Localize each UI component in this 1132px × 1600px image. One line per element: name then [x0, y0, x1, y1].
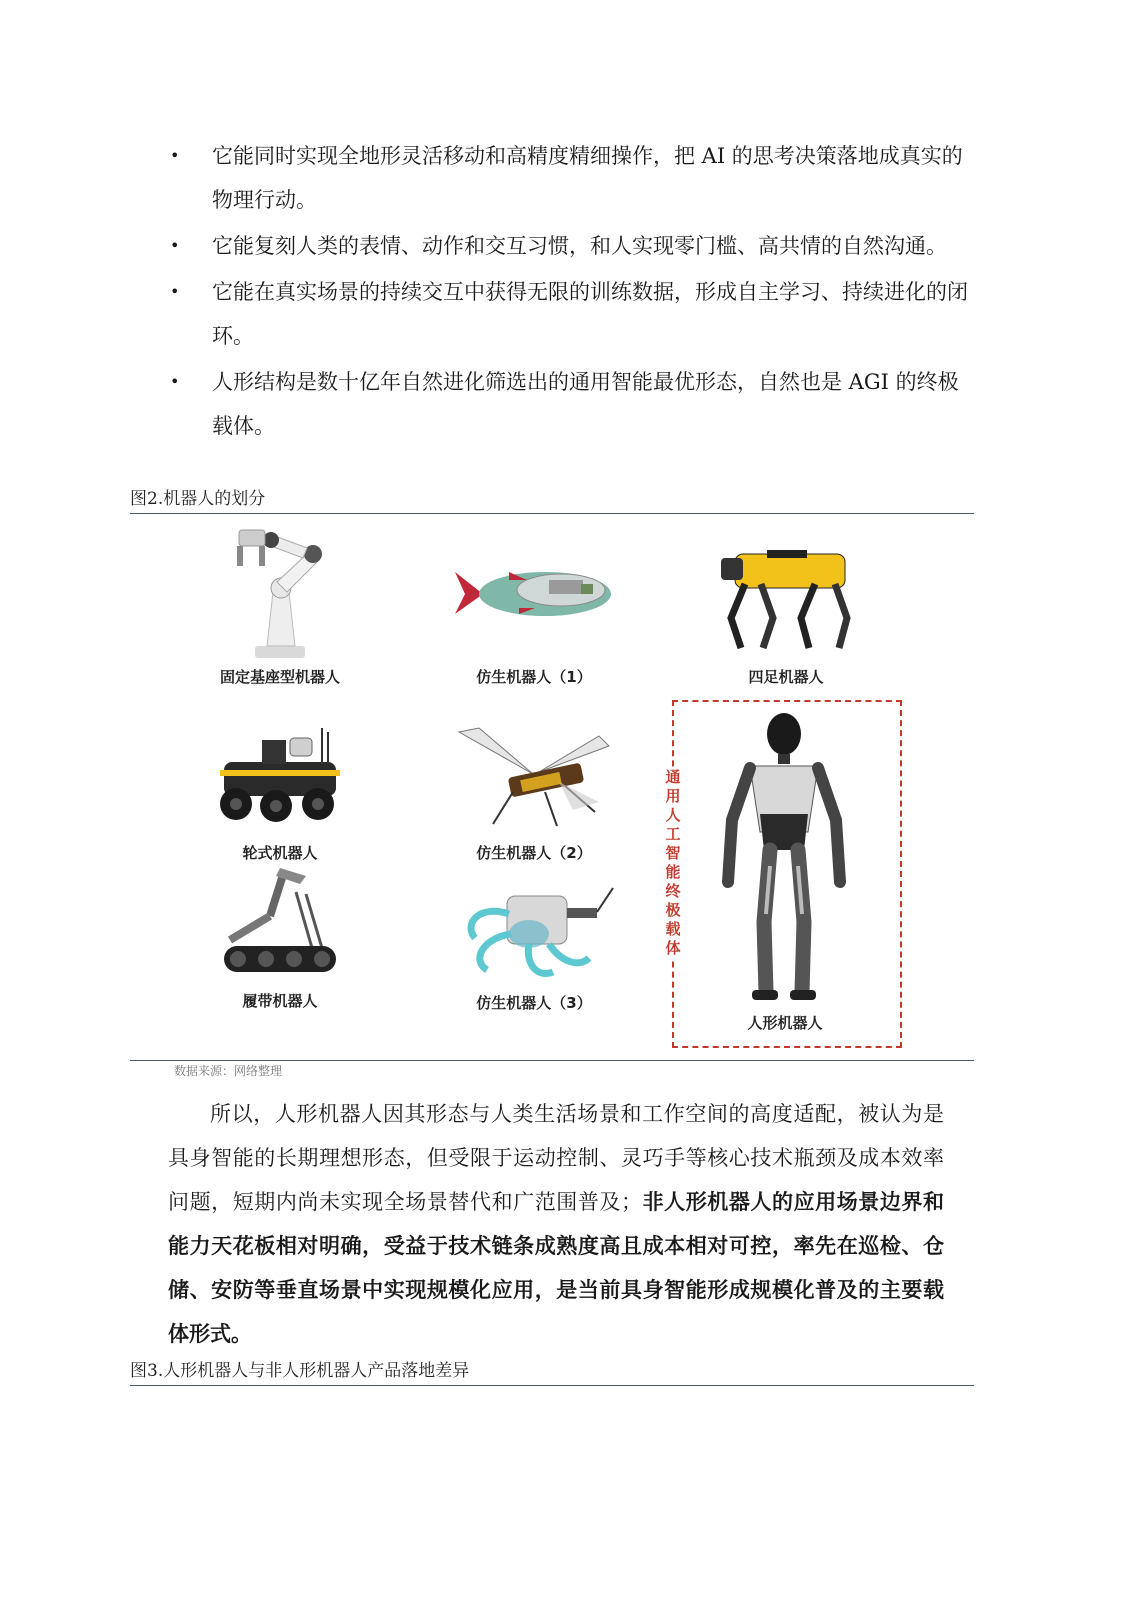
figure-cell-wheeled [160, 720, 400, 863]
body-paragraph [168, 1092, 944, 1356]
figure-cell-bionic2 [414, 720, 654, 863]
soft-robot-icon [449, 874, 619, 986]
figure-label-tracked: 履带机器人 [242, 992, 318, 1010]
robot-arm-icon [215, 522, 345, 660]
figure-cell-tracked [160, 864, 400, 1011]
agi-carrier-vertical-label: 通用人工智能终极载体 [663, 768, 683, 958]
bullet-item [168, 270, 968, 358]
figure-label-bionic2: 仿生机器人（2） [476, 844, 592, 862]
paragraph-bold-text: 非人形机器人的应用场景边界和能力天花板相对明确，受益于技术链条成熟度高且成本相对可控，率先在巡检、仓储、安防等垂直场景中实现规模化应用，是当前具身智能形成规模化普及的主要载体形式。 [168, 1189, 944, 1346]
figure-2-source: 数据来源：网络整理 [174, 1064, 283, 1078]
figure-label-fixed: 固定基座型机器人 [219, 668, 340, 686]
figure-cell-bionic3 [414, 874, 654, 1013]
figure-label-wheeled: 轮式机器人 [242, 844, 318, 862]
humanoid-robot-icon [714, 710, 854, 1006]
bullet-text: 它能同时实现全地形灵活移动和高精度精细操作，把 AI 的思考决策落地成真实的物理行动。 [212, 144, 963, 212]
figure-2-bottom-rule [130, 1060, 974, 1061]
robot-fish-icon [449, 522, 619, 660]
bullet-dot: • [170, 372, 180, 391]
bullet-list [168, 134, 968, 450]
figure-label-bionic1: 仿生机器人（1） [476, 668, 592, 686]
figure-label-humanoid: 人形机器人 [747, 1014, 823, 1032]
figure-cell-bionic1 [414, 522, 654, 687]
paragraph-normal-text: 所以，人形机器人因其形态与人类生活场景和工作空间的高度适配，被认为是具身智能的长期理想形态，但受限于运动控制、灵巧手等核心技术瓶颈及成本效率问题，短期内尚未实现全场景替代和广范围普及； [168, 1102, 944, 1214]
bullet-item [168, 224, 968, 268]
robot-insect-icon [449, 720, 619, 836]
bullet-dot: • [170, 146, 180, 165]
bullet-text: 它能在真实场景的持续交互中获得无限的训练数据，形成自主学习、持续进化的闭环。 [212, 280, 968, 348]
bullet-dot: • [170, 282, 180, 301]
figure-2-caption: 图2.机器人的划分 [130, 484, 974, 514]
bullet-item [168, 360, 968, 448]
figure-label-quadruped: 四足机器人 [748, 668, 824, 686]
tracked-robot-icon [210, 864, 350, 984]
quadruped-robot-icon [711, 522, 861, 660]
bullet-text: 人形结构是数十亿年自然进化筛选出的通用智能最优形态，自然也是 AGI 的终极载体。 [212, 370, 959, 438]
wheeled-robot-icon [210, 720, 350, 836]
bullet-item [168, 134, 968, 222]
figure-label-bionic3: 仿生机器人（3） [476, 994, 592, 1012]
figure-2 [130, 514, 974, 1060]
figure-cell-fixed [160, 522, 400, 687]
bullet-text: 它能复刻人类的表情、动作和交互习惯，和人实现零门槛、高共情的自然沟通。 [212, 234, 947, 258]
figure-3-caption: 图3.人形机器人与非人形机器人产品落地差异 [130, 1356, 974, 1386]
bullet-dot: • [170, 236, 180, 255]
figure-cell-quadruped [666, 522, 906, 687]
